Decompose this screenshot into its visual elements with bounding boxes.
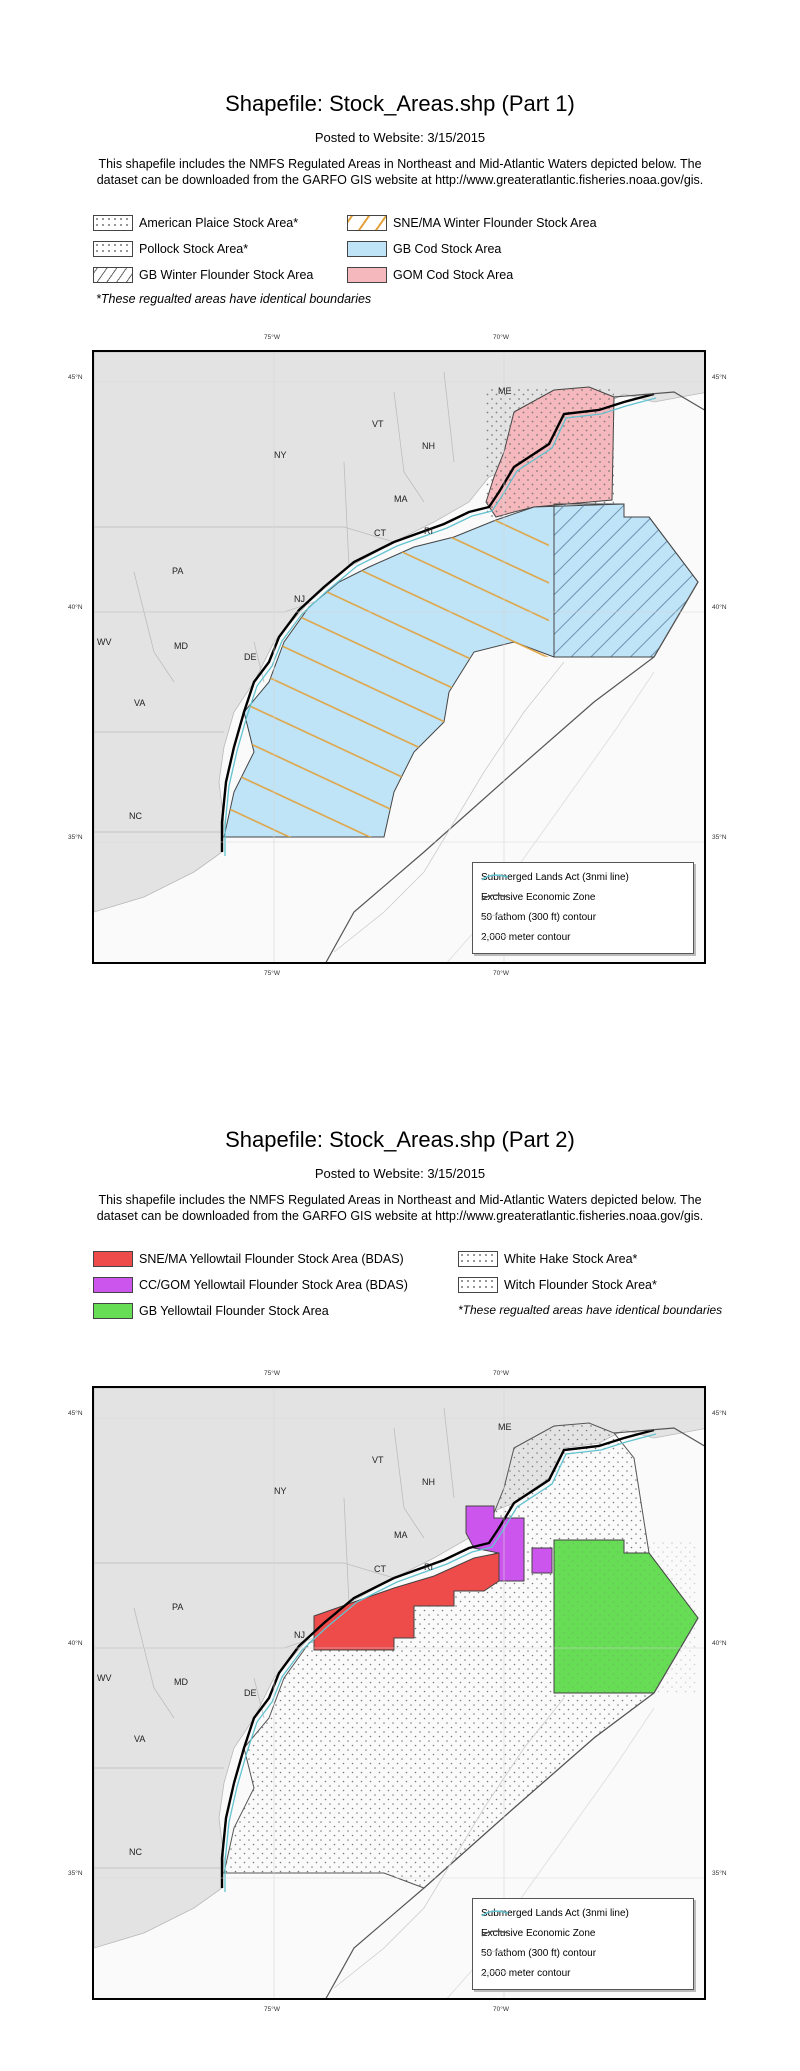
state-label-nh: NH bbox=[422, 1477, 435, 1487]
legend-item-pollock bbox=[93, 240, 248, 258]
stock-areas-map-part-2 bbox=[92, 1386, 706, 2000]
map-legend-label: Submerged Lands Act (3nmi line) bbox=[481, 872, 629, 883]
state-label-ri: RI bbox=[424, 526, 433, 536]
eez-line-icon bbox=[481, 1928, 509, 1938]
page-title: Shapefile: Stock_Areas.shp (Part 2) bbox=[225, 1127, 575, 1152]
ccgom-yellowtail-swatch bbox=[93, 1277, 133, 1293]
gb-winter-flounder-area bbox=[554, 504, 698, 657]
state-label-nc: NC bbox=[129, 1847, 142, 1857]
state-label-wv: WV bbox=[97, 1673, 112, 1683]
tick-lon-70-bottom: 70°W bbox=[493, 2006, 509, 2013]
legend-label: American Plaice Stock Area* bbox=[139, 216, 299, 230]
state-label-va: VA bbox=[134, 698, 146, 708]
legend-item-gom-cod bbox=[347, 266, 513, 284]
tick-lat-45-right: 45°N bbox=[712, 1410, 727, 1417]
dots-swatch bbox=[93, 241, 133, 257]
gb-yellowtail-dots bbox=[554, 1540, 698, 1693]
state-label-pa: PA bbox=[172, 566, 184, 576]
description-line-1: This shapefile includes the NMFS Regulated Areas in Northeast and Mid-Atlantic Waters depicted below. The bbox=[98, 157, 702, 171]
posted-date: Posted to Website: 3/15/2015 bbox=[314, 1166, 486, 1181]
legend-label: Pollock Stock Area* bbox=[139, 242, 249, 256]
legend-label: SNE/MA Yellowtail Flounder Stock Area (BDAS) bbox=[139, 1252, 404, 1266]
meter-line-icon bbox=[481, 932, 509, 942]
map-legend bbox=[472, 862, 694, 954]
map-legend-meter bbox=[481, 1968, 571, 1979]
state-label-ma: MA bbox=[394, 1530, 408, 1540]
state-label-md: MD bbox=[174, 641, 188, 651]
footnote: *These regualted areas have identical boundaries bbox=[96, 292, 372, 306]
gom-cod-swatch bbox=[347, 267, 387, 283]
tick-lon-70-top: 70°W bbox=[493, 1370, 509, 1377]
tick-lon-75-top: 75°W bbox=[264, 1370, 280, 1377]
tick-lat-40-left: 40°N bbox=[68, 604, 83, 611]
legend-label: GB Cod Stock Area bbox=[393, 242, 502, 256]
hatch-swatch bbox=[93, 267, 133, 283]
tick-lat-35-right: 35°N bbox=[712, 1870, 727, 1877]
part-2 bbox=[0, 1036, 800, 2071]
state-label-de: DE bbox=[244, 652, 257, 662]
legend-label: White Hake Stock Area* bbox=[504, 1252, 638, 1266]
legend-item-gb-yellowtail bbox=[93, 1302, 329, 1320]
map-legend-label: Submerged Lands Act (3nmi line) bbox=[481, 1908, 629, 1919]
map-legend-fathom bbox=[481, 1948, 596, 1959]
state-label-ri: RI bbox=[424, 1562, 433, 1572]
submerged-line-icon bbox=[481, 872, 509, 882]
state-label-nh: NH bbox=[422, 441, 435, 451]
fathom-line-icon bbox=[481, 912, 509, 922]
state-label-pa: PA bbox=[172, 1602, 184, 1612]
stock-areas-map-part-1 bbox=[92, 350, 706, 964]
legend-item-gb-winter-flounder bbox=[93, 266, 313, 284]
page-title: Shapefile: Stock_Areas.shp (Part 1) bbox=[225, 91, 575, 116]
legend-item-snema-winter-flounder bbox=[347, 214, 597, 232]
map-legend-submerged bbox=[481, 1908, 629, 1919]
legend-label: SNE/MA Winter Flounder Stock Area bbox=[393, 216, 597, 230]
state-label-vt: VT bbox=[372, 419, 384, 429]
map-legend-label: 2,000 meter contour bbox=[481, 1968, 571, 1979]
legend-label: GB Winter Flounder Stock Area bbox=[139, 268, 314, 282]
map-legend-label: Exclusive Economic Zone bbox=[481, 1928, 596, 1939]
map-legend-label: 50 fathom (300 ft) contour bbox=[481, 912, 597, 923]
description-line-2: dataset can be downloaded from the GARFO GIS website at http://www.greateratlantic.fisheries.noaa.gov/gis. bbox=[96, 173, 704, 187]
tick-lon-75-top: 75°W bbox=[264, 334, 280, 341]
state-label-nj: NJ bbox=[294, 594, 305, 604]
state-label-nc: NC bbox=[129, 811, 142, 821]
legend-item-white-hake bbox=[458, 1250, 637, 1268]
state-label-ct: CT bbox=[374, 1564, 386, 1574]
meter-line-icon bbox=[481, 1968, 509, 1978]
state-label-ny: NY bbox=[274, 450, 287, 460]
state-label-nj: NJ bbox=[294, 1630, 305, 1640]
state-label-de: DE bbox=[244, 1688, 257, 1698]
map-legend-eez bbox=[481, 1928, 596, 1939]
gb-yellowtail-swatch bbox=[93, 1303, 133, 1319]
dots-swatch bbox=[458, 1277, 498, 1293]
tick-lon-75-bottom: 75°W bbox=[264, 970, 280, 977]
state-label-me: ME bbox=[498, 386, 512, 396]
dots-swatch bbox=[458, 1251, 498, 1267]
state-label-me: ME bbox=[498, 1422, 512, 1432]
fathom-line-icon bbox=[481, 1948, 509, 1958]
tick-lat-45-right: 45°N bbox=[712, 374, 727, 381]
state-label-va: VA bbox=[134, 1734, 146, 1744]
map-legend-label: 2,000 meter contour bbox=[481, 932, 571, 943]
orange-hatch-swatch bbox=[347, 215, 387, 231]
tick-lon-70-bottom: 70°W bbox=[493, 970, 509, 977]
legend-label: Witch Flounder Stock Area* bbox=[504, 1278, 657, 1292]
footnote: *These regualted areas have identical boundaries bbox=[458, 1303, 723, 1317]
map-legend-label: Exclusive Economic Zone bbox=[481, 892, 596, 903]
tick-lat-35-left: 35°N bbox=[68, 834, 83, 841]
description-line-1: This shapefile includes the NMFS Regulated Areas in Northeast and Mid-Atlantic Waters depicted below. The bbox=[98, 1193, 702, 1207]
tick-lat-45-left: 45°N bbox=[68, 1410, 83, 1417]
description-line-2: dataset can be downloaded from the GARFO GIS website at http://www.greateratlantic.fisheries.noaa.gov/gis. bbox=[96, 1209, 704, 1223]
state-label-wv: WV bbox=[97, 637, 112, 647]
legend-item-american-plaice bbox=[93, 214, 298, 232]
legend-label: GOM Cod Stock Area bbox=[393, 268, 514, 282]
snema-yellowtail-swatch bbox=[93, 1251, 133, 1267]
map-legend-fathom bbox=[481, 912, 596, 923]
map-legend-eez bbox=[481, 892, 596, 903]
tick-lat-40-left: 40°N bbox=[68, 1640, 83, 1647]
tick-lon-70-top: 70°W bbox=[493, 334, 509, 341]
state-label-ny: NY bbox=[274, 1486, 287, 1496]
state-label-vt: VT bbox=[372, 1455, 384, 1465]
tick-lat-40-right: 40°N bbox=[712, 1640, 727, 1647]
legend-item-ccgom-yellowtail bbox=[93, 1276, 408, 1294]
gom-cod-dots bbox=[484, 387, 614, 517]
eez-line-icon bbox=[481, 892, 509, 902]
state-label-md: MD bbox=[174, 1677, 188, 1687]
state-label-ct: CT bbox=[374, 528, 386, 538]
legend-item-witch-flounder bbox=[458, 1276, 657, 1294]
legend-item-gb-cod bbox=[347, 240, 501, 258]
legend-label: CC/GOM Yellowtail Flounder Stock Area (BDAS) bbox=[139, 1278, 408, 1292]
map-legend-meter bbox=[481, 932, 571, 943]
tick-lon-75-bottom: 75°W bbox=[264, 2006, 280, 2013]
map-legend-submerged bbox=[481, 872, 629, 883]
state-label-ma: MA bbox=[394, 494, 408, 504]
legend-item-snema-yellowtail bbox=[93, 1250, 404, 1268]
tick-lat-35-left: 35°N bbox=[68, 1870, 83, 1877]
description bbox=[0, 1192, 800, 1224]
gb-cod-swatch bbox=[347, 241, 387, 257]
description bbox=[0, 156, 800, 188]
tick-lat-40-right: 40°N bbox=[712, 604, 727, 611]
tick-lat-35-right: 35°N bbox=[712, 834, 727, 841]
part-1 bbox=[0, 0, 800, 1000]
map-legend-label: 50 fathom (300 ft) contour bbox=[481, 1948, 597, 1959]
posted-date: Posted to Website: 3/15/2015 bbox=[314, 130, 486, 145]
submerged-line-icon bbox=[481, 1908, 509, 1918]
map-legend bbox=[472, 1898, 694, 1990]
legend-label: GB Yellowtail Flounder Stock Area bbox=[139, 1304, 329, 1318]
dots-swatch bbox=[93, 215, 133, 231]
tick-lat-45-left: 45°N bbox=[68, 374, 83, 381]
ccgom-yellowtail-area-east bbox=[532, 1548, 552, 1573]
